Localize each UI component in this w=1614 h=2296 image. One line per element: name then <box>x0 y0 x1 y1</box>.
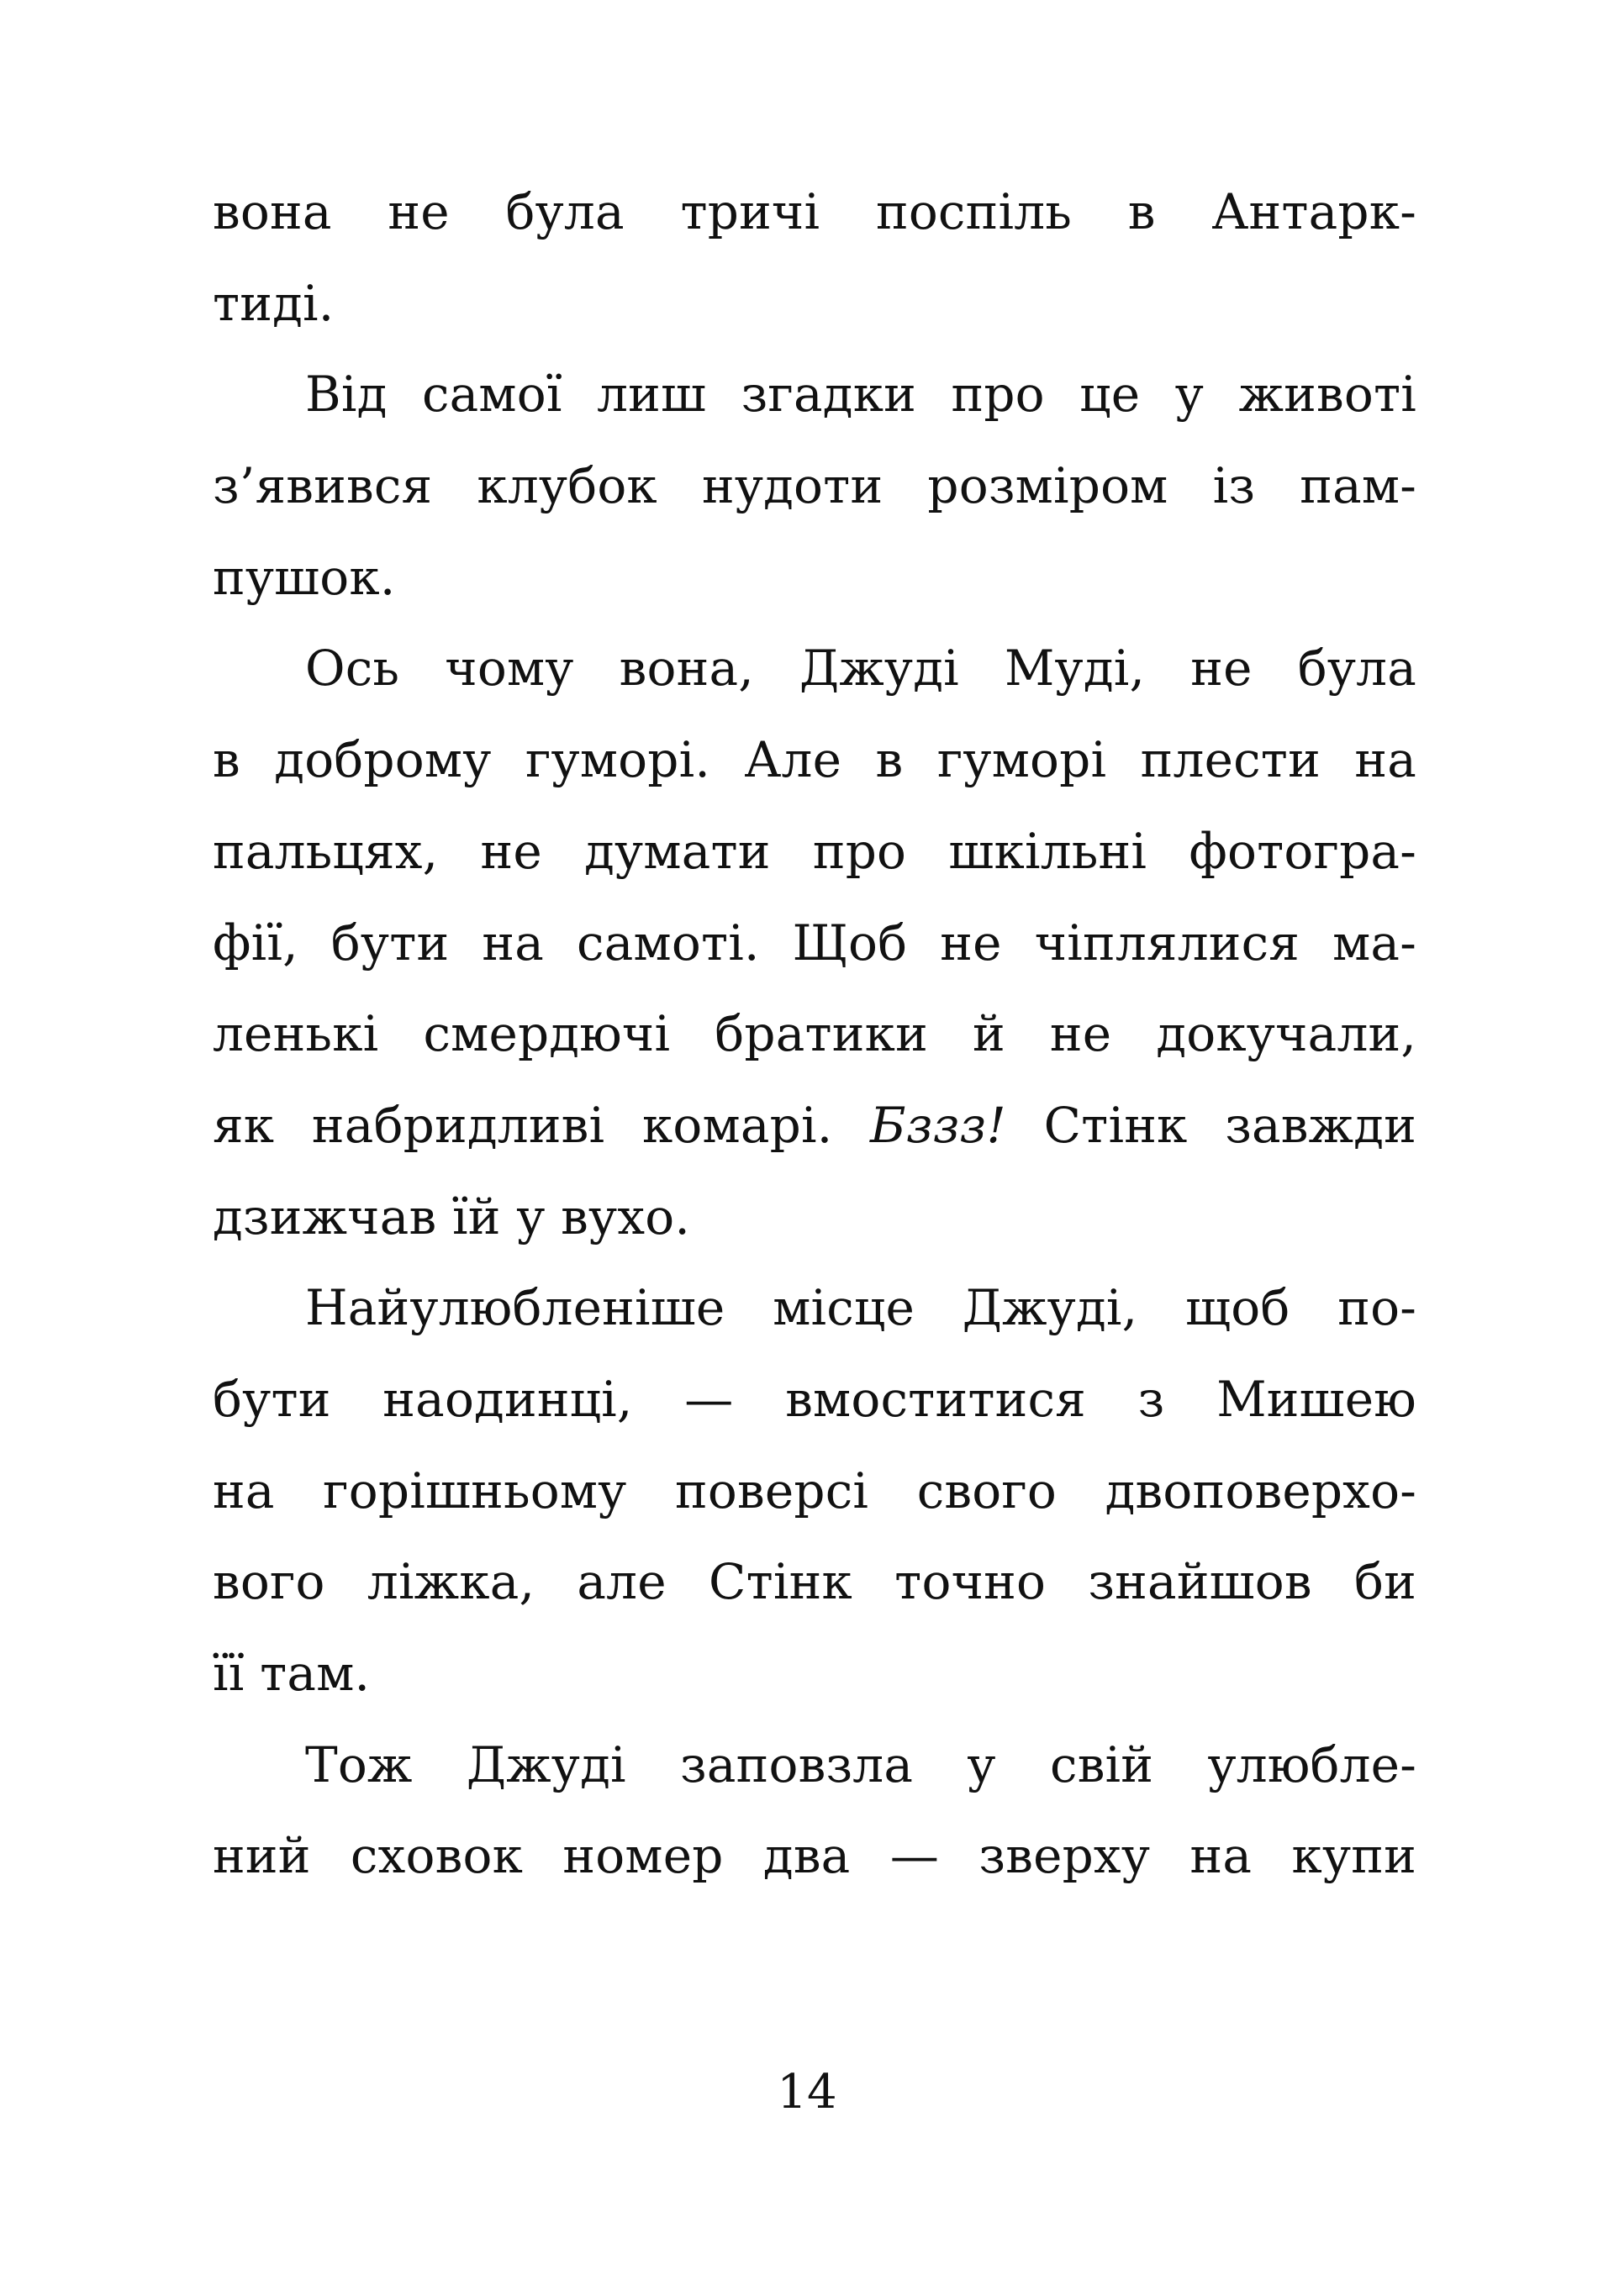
text-line: вона не була тричі поспіль в Антарк- <box>213 183 1416 240</box>
text-line: бути наодинці, — вмоститися з Мишею <box>213 1370 1416 1428</box>
text-line: пушок. <box>213 548 396 606</box>
text-line: Ось чому вона, Джуді Муді, не була <box>305 640 1416 698</box>
text-line: з’явився клубок нудоти розміром із пам- <box>213 457 1416 515</box>
text-line: ний сховок номер два — зверху на купи <box>213 1827 1416 1885</box>
italic-interjection: Бззз! <box>870 1096 1006 1154</box>
text-line-with-italic <box>213 1080 1416 1172</box>
text-fragment: як набридливі комарі. <box>213 1096 871 1154</box>
text-line: ленькі смердючі братики й не докучали, <box>213 1005 1416 1063</box>
text-line: дзижчав їй у вухо. <box>213 1187 691 1245</box>
text-line: пальцях, не думати про шкільні фотогра- <box>213 822 1416 880</box>
text-line: вого ліжка, але Стінк точно знайшов би <box>213 1553 1416 1611</box>
text-line: Від самої лиш згадки про це у животі <box>305 366 1416 424</box>
text-line: тиді. <box>213 274 335 332</box>
text-line: на горішньому поверсі свого двоповерхо- <box>213 1461 1416 1519</box>
text-line: її там. <box>213 1645 371 1702</box>
body-text <box>213 166 1416 1902</box>
text-line: Тож Джуді заповзла у свій улюбле- <box>305 1735 1416 1793</box>
text-line: фії, бути на самоті. Щоб не чіплялися ма- <box>213 914 1416 972</box>
text-line: Найулюбленіше місце Джуді, щоб по- <box>305 1279 1416 1337</box>
text-line: в доброму гуморі. Але в гуморі плести на <box>213 731 1416 789</box>
page-number: 14 <box>777 2065 837 2120</box>
text-fragment: Стінк завжди <box>1005 1096 1416 1154</box>
